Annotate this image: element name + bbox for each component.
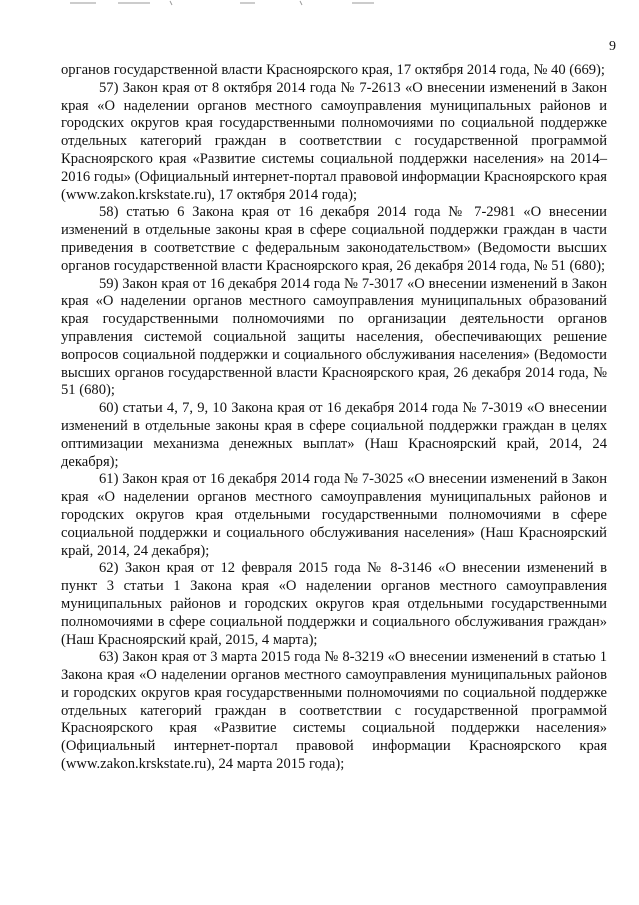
list-item-59: 59) Закон края от 16 декабря 2014 года № 7-3017 «О внесении изменений в Закон края «О наделении органов местного самоуправления муниципальных образований края государственными полномочиями по организации деятельности органов управления системой социальной защиты населения, обеспечивающих решение вопросов социальной поддержки и социального обслуживания населения» (Ведомости высших органов государственной власти Красноярского края, 26 декабря 2014 года, № 51 (680);: [61, 275, 607, 399]
list-item-63: 63) Закон края от 3 марта 2015 года № 8-3219 «О внесении изменений в статью 1 Закона края «О наделении органов местного самоуправления муниципальных районов и городских округов края государственными полномочиями по социальной поддержке отдельных категорий граждан в соответствии с государственной программой Красноярского края «Развитие системы социальной поддержки населения» (Официальный интернет-портал правовой информации Красноярского края (www.zakon.krskstate.ru), 24 марта 2015 года);: [61, 649, 607, 773]
list-item-62: 62) Закон края от 12 февраля 2015 года № 8-3146 «О внесении изменений в пункт 3 статьи 1 Закона края «О наделении органов местного самоуправления муниципальных районов и городских округов края отдельными государственными полномочиями в сфере социальной поддержки и социального обслуживания граждан» (Наш Красноярский край, 2015, 4 марта);: [61, 560, 607, 648]
list-item-61: 61) Закон края от 16 декабря 2014 года № 7-3025 «О внесении изменений в Закон края «О наделении органов местного самоуправления муниципальных районов и городских округов края отдельными государственными полномочиями в сфере социальной поддержки и социального обслуживания населения» (Наш Красноярский край, 2014, 24 декабря);: [61, 471, 607, 559]
list-item-57: 57) Закон края от 8 октября 2014 года № 7-2613 «О внесении изменений в Закон края «О наделении органов местного самоуправления муниципальных районов и городских округов края государственными полномочиями по социальной поддержке отдельных категорий граждан в соответствии с государственной программой Красноярского края «Развитие системы социальной поддержки населения» на 2014–2016 годы» (Официальный интернет-портал правовой информации Красноярского края (www.zakon.krskstate.ru), 17 октября 2014 года);: [61, 79, 607, 203]
scan-edge-marks: [0, 0, 639, 8]
page-number: 9: [609, 39, 616, 54]
document-body: [61, 62, 607, 774]
list-item-60: 60) статьи 4, 7, 9, 10 Закона края от 16 декабря 2014 года № 7-3019 «О внесении изменений в отдельные законы края в сфере социальной поддержки граждан в целях оптимизации механизма денежных выплат» (Наш Красноярский край, 2014, 24 декабря);: [61, 400, 607, 470]
list-item-58: 58) статью 6 Закона края от 16 декабря 2014 года № 7-2981 «О внесении изменений в отдельные законы края в сфере социальной поддержки граждан в части приведения в соответствие с федеральным законодательством» (Ведомости высших органов государственной власти Красноярского края, 26 декабря 2014 года, № 51 (680);: [61, 204, 607, 274]
paragraph-continuation: органов государственной власти Красноярского края, 17 октября 2014 года, № 40 (669);: [61, 62, 605, 78]
